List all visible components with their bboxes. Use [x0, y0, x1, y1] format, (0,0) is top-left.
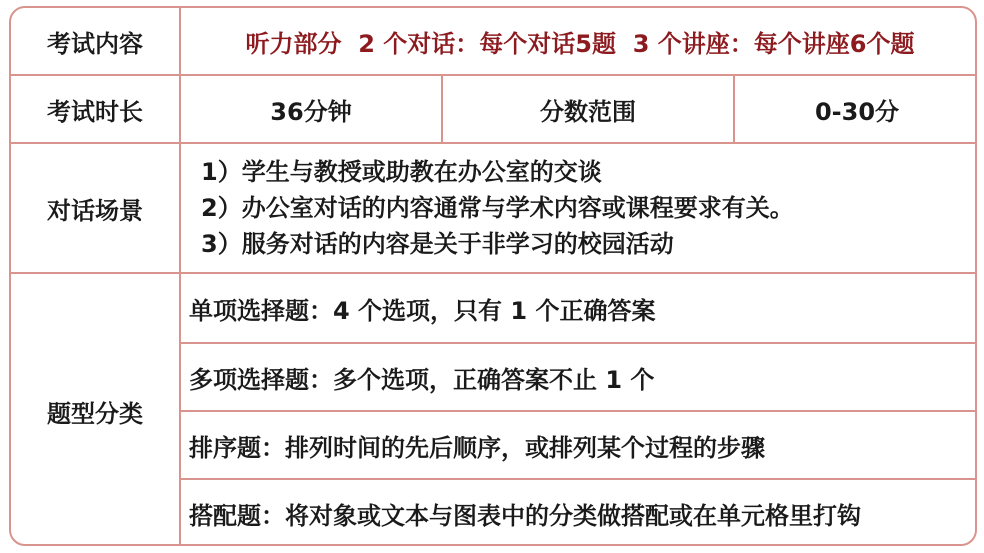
question-type-item: 单项选择题：4 个选项，只有 1 个正确答案: [189, 296, 656, 325]
question-type-item: 多项选择题：多个选项，正确答案不止 1 个: [189, 365, 655, 394]
exam-info-table: [9, 6, 977, 546]
exam-content-value: 听力部分 2 个对话：每个对话5题 3 个讲座：每个讲座6个题: [245, 29, 915, 58]
scenes-list: [201, 144, 977, 272]
scene-item: 1）学生与教授或助教在办公室的交谈: [201, 158, 602, 186]
question-type-item: 排序题：排列时间的先后顺序，或排列某个过程的步骤: [189, 433, 765, 462]
duration-label: 考试时长: [47, 97, 143, 126]
duration-value: 36分钟: [270, 97, 352, 126]
exam-content-label: 考试内容: [47, 29, 143, 58]
question-type-item: 搭配题：将对象或文本与图表中的分类做搭配或在单元格里打钩: [189, 501, 861, 530]
score-range-value: 0-30分: [814, 97, 900, 126]
scene-item: 3）服务对话的内容是关于非学习的校园活动: [201, 230, 674, 258]
scenes-label: 对话场景: [47, 196, 143, 225]
score-range-label: 分数范围: [540, 97, 636, 126]
question-types-label: 题型分类: [47, 399, 143, 428]
scene-item: 2）办公室对话的内容通常与学术内容或课程要求有关。: [201, 194, 794, 222]
